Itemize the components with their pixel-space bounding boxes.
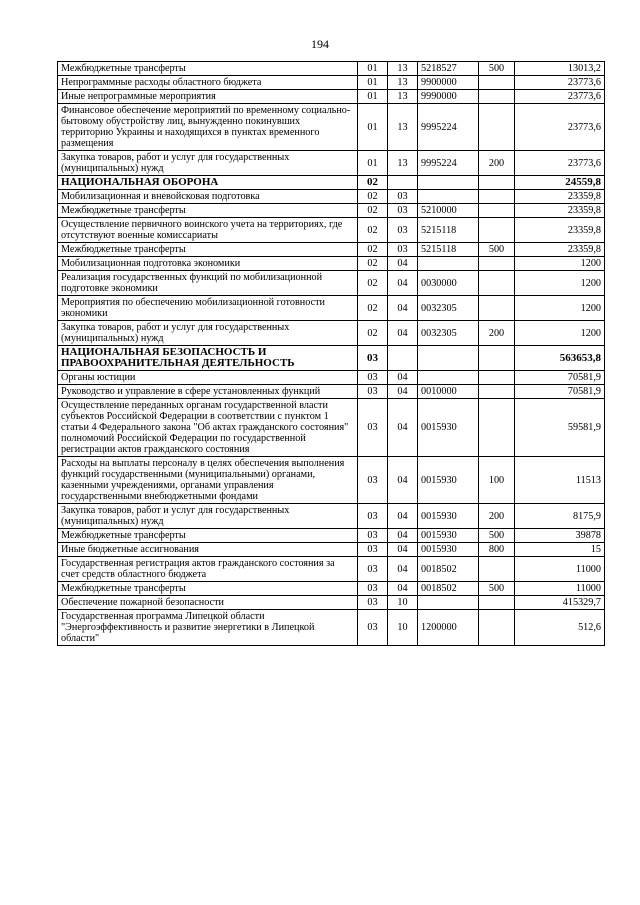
table-row — [58, 176, 605, 190]
section-code-cell: 03 — [358, 399, 388, 457]
amount-cell: 1200 — [515, 271, 605, 296]
amount-cell: 11513 — [515, 457, 605, 504]
subsection-code-cell: 13 — [388, 90, 418, 104]
section-code-cell: 01 — [358, 151, 388, 176]
section-code-cell: 03 — [358, 557, 388, 582]
amount-cell: 23359,8 — [515, 204, 605, 218]
subsection-code-cell: 03 — [388, 204, 418, 218]
section-code-cell: 03 — [358, 504, 388, 529]
expense-type-code-cell: 200 — [479, 151, 515, 176]
subsection-code-cell: 04 — [388, 385, 418, 399]
expense-name-cell: Расходы на выплаты персоналу в целях обеспечения выполнения функций государственными (муниципальными) органами, казенными учреждениями, органами управления государственными внебюджетными фондами — [58, 457, 358, 504]
amount-cell: 23773,6 — [515, 90, 605, 104]
amount-cell: 39878 — [515, 529, 605, 543]
target-article-code-cell: 0015930 — [418, 529, 479, 543]
section-code-cell: 02 — [358, 321, 388, 346]
subsection-code-cell — [388, 176, 418, 190]
target-article-code-cell: 0015930 — [418, 504, 479, 529]
expense-name-cell: Обеспечение пожарной безопасности — [58, 596, 358, 610]
expense-type-code-cell — [479, 596, 515, 610]
section-code-cell: 02 — [358, 218, 388, 243]
section-code-cell: 02 — [358, 190, 388, 204]
expense-name-cell: Мероприятия по обеспечению мобилизационной готовности экономики — [58, 296, 358, 321]
target-article-code-cell: 9995224 — [418, 104, 479, 151]
amount-cell: 70581,9 — [515, 385, 605, 399]
expense-name-cell: Мобилизационная и вневойсковая подготовка — [58, 190, 358, 204]
target-article-code-cell: 9995224 — [418, 151, 479, 176]
amount-cell: 512,6 — [515, 610, 605, 646]
subsection-code-cell: 04 — [388, 321, 418, 346]
expense-type-code-cell — [479, 104, 515, 151]
expense-name-cell: Иные непрограммные мероприятия — [58, 90, 358, 104]
table-row — [58, 296, 605, 321]
target-article-code-cell: 0015930 — [418, 543, 479, 557]
table-row — [58, 204, 605, 218]
section-code-cell: 03 — [358, 529, 388, 543]
section-code-cell: 01 — [358, 76, 388, 90]
expense-name-cell: Межбюджетные трансферты — [58, 582, 358, 596]
amount-cell: 563653,8 — [515, 346, 605, 371]
target-article-code-cell: 5218527 — [418, 62, 479, 76]
table-row — [58, 385, 605, 399]
expense-type-code-cell — [479, 385, 515, 399]
table-row — [58, 596, 605, 610]
target-article-code-cell: 5215118 — [418, 243, 479, 257]
section-code-cell: 03 — [358, 543, 388, 557]
expense-name-cell: НАЦИОНАЛЬНАЯ БЕЗОПАСНОСТЬ И ПРАВООХРАНИТЕЛЬНАЯ ДЕЯТЕЛЬНОСТЬ — [58, 346, 358, 371]
amount-cell: 23773,6 — [515, 104, 605, 151]
subsection-code-cell: 10 — [388, 596, 418, 610]
table-row — [58, 399, 605, 457]
subsection-code-cell: 13 — [388, 62, 418, 76]
section-code-cell: 03 — [358, 596, 388, 610]
expense-type-code-cell: 100 — [479, 457, 515, 504]
expense-name-cell: Межбюджетные трансферты — [58, 529, 358, 543]
amount-cell: 23359,8 — [515, 218, 605, 243]
amount-cell: 1200 — [515, 296, 605, 321]
expense-name-cell: Закупка товаров, работ и услуг для государственных (муниципальных) нужд — [58, 504, 358, 529]
amount-cell: 415329,7 — [515, 596, 605, 610]
expense-type-code-cell: 200 — [479, 321, 515, 346]
amount-cell: 23773,6 — [515, 151, 605, 176]
section-code-cell: 03 — [358, 610, 388, 646]
table-row — [58, 243, 605, 257]
amount-cell: 11000 — [515, 557, 605, 582]
subsection-code-cell: 03 — [388, 218, 418, 243]
expense-type-code-cell — [479, 218, 515, 243]
target-article-code-cell: 9990000 — [418, 90, 479, 104]
table-row — [58, 62, 605, 76]
expense-type-code-cell — [479, 371, 515, 385]
amount-cell: 1200 — [515, 257, 605, 271]
subsection-code-cell: 04 — [388, 399, 418, 457]
section-code-cell: 02 — [358, 296, 388, 321]
section-code-cell: 03 — [358, 346, 388, 371]
target-article-code-cell: 0018502 — [418, 557, 479, 582]
subsection-code-cell: 10 — [388, 610, 418, 646]
subsection-code-cell: 04 — [388, 296, 418, 321]
expense-name-cell: Финансовое обеспечение мероприятий по временному социально-бытовому обустройству лиц, вынужденно покинувших территорию Украины и находящихся в пунктах временного размещения — [58, 104, 358, 151]
expense-type-code-cell — [479, 610, 515, 646]
page-number: 194 — [311, 37, 329, 51]
amount-cell: 23359,8 — [515, 190, 605, 204]
target-article-code-cell: 0015930 — [418, 457, 479, 504]
section-code-cell: 02 — [358, 176, 388, 190]
subsection-code-cell: 13 — [388, 151, 418, 176]
table-row — [58, 504, 605, 529]
subsection-code-cell: 04 — [388, 582, 418, 596]
subsection-code-cell: 03 — [388, 243, 418, 257]
section-code-cell: 01 — [358, 90, 388, 104]
expense-type-code-cell — [479, 257, 515, 271]
expense-type-code-cell: 500 — [479, 582, 515, 596]
expense-type-code-cell — [479, 176, 515, 190]
section-code-cell: 03 — [358, 582, 388, 596]
expense-name-cell: Межбюджетные трансферты — [58, 62, 358, 76]
expense-name-cell: Мобилизационная подготовка экономики — [58, 257, 358, 271]
section-code-cell: 01 — [358, 104, 388, 151]
subsection-code-cell: 04 — [388, 529, 418, 543]
table-row — [58, 543, 605, 557]
expense-type-code-cell — [479, 76, 515, 90]
budget-table — [57, 61, 605, 646]
expense-name-cell: Непрограммные расходы областного бюджета — [58, 76, 358, 90]
subsection-code-cell: 04 — [388, 504, 418, 529]
table-row — [58, 346, 605, 371]
table-row — [58, 151, 605, 176]
subsection-code-cell: 13 — [388, 104, 418, 151]
subsection-code-cell: 04 — [388, 557, 418, 582]
expense-name-cell: Иные бюджетные ассигнования — [58, 543, 358, 557]
amount-cell: 15 — [515, 543, 605, 557]
budget-table-body — [58, 62, 605, 646]
amount-cell: 59581,9 — [515, 399, 605, 457]
expense-name-cell: НАЦИОНАЛЬНАЯ ОБОРОНА — [58, 176, 358, 190]
subsection-code-cell: 04 — [388, 543, 418, 557]
section-code-cell: 01 — [358, 62, 388, 76]
expense-name-cell: Межбюджетные трансферты — [58, 204, 358, 218]
amount-cell: 23773,6 — [515, 76, 605, 90]
table-row — [58, 610, 605, 646]
amount-cell: 24559,8 — [515, 176, 605, 190]
target-article-code-cell — [418, 371, 479, 385]
subsection-code-cell: 04 — [388, 371, 418, 385]
amount-cell: 11000 — [515, 582, 605, 596]
table-row — [58, 76, 605, 90]
section-code-cell: 03 — [358, 371, 388, 385]
target-article-code-cell: 0032305 — [418, 296, 479, 321]
expense-type-code-cell: 500 — [479, 243, 515, 257]
table-row — [58, 557, 605, 582]
expense-type-code-cell: 500 — [479, 62, 515, 76]
expense-type-code-cell — [479, 296, 515, 321]
expense-type-code-cell — [479, 90, 515, 104]
table-row — [58, 582, 605, 596]
expense-type-code-cell: 500 — [479, 529, 515, 543]
target-article-code-cell — [418, 176, 479, 190]
target-article-code-cell — [418, 190, 479, 204]
table-row — [58, 457, 605, 504]
target-article-code-cell: 0018502 — [418, 582, 479, 596]
table-row — [58, 271, 605, 296]
expense-name-cell: Органы юстиции — [58, 371, 358, 385]
section-code-cell: 02 — [358, 204, 388, 218]
table-row — [58, 190, 605, 204]
expense-type-code-cell — [479, 557, 515, 582]
subsection-code-cell: 04 — [388, 271, 418, 296]
target-article-code-cell — [418, 596, 479, 610]
expense-name-cell: Реализация государственных функций по мобилизационной подготовке экономики — [58, 271, 358, 296]
target-article-code-cell: 0010000 — [418, 385, 479, 399]
table-row — [58, 218, 605, 243]
target-article-code-cell: 0015930 — [418, 399, 479, 457]
section-code-cell: 03 — [358, 385, 388, 399]
target-article-code-cell — [418, 346, 479, 371]
target-article-code-cell: 5210000 — [418, 204, 479, 218]
table-row — [58, 529, 605, 543]
subsection-code-cell: 03 — [388, 190, 418, 204]
subsection-code-cell: 13 — [388, 76, 418, 90]
amount-cell: 1200 — [515, 321, 605, 346]
table-row — [58, 371, 605, 385]
expense-name-cell: Осуществление переданных органам государственной власти субъектов Российской Федерации в соответствии с пунктом 1 статьи 4 Федерального закона "Об актах гражданского состояния" полномочий Российской Федерации по государственной регистрации актов гражданского состояния — [58, 399, 358, 457]
section-code-cell: 02 — [358, 271, 388, 296]
amount-cell: 23359,8 — [515, 243, 605, 257]
amount-cell: 8175,9 — [515, 504, 605, 529]
target-article-code-cell: 0030000 — [418, 271, 479, 296]
target-article-code-cell: 1200000 — [418, 610, 479, 646]
table-row — [58, 90, 605, 104]
expense-type-code-cell — [479, 346, 515, 371]
section-code-cell: 02 — [358, 257, 388, 271]
subsection-code-cell — [388, 346, 418, 371]
table-row — [58, 321, 605, 346]
expense-type-code-cell — [479, 190, 515, 204]
expense-name-cell: Государственная регистрация актов гражданского состояния за счет средств областного бюджета — [58, 557, 358, 582]
expense-type-code-cell: 800 — [479, 543, 515, 557]
amount-cell: 70581,9 — [515, 371, 605, 385]
expense-type-code-cell — [479, 204, 515, 218]
subsection-code-cell: 04 — [388, 457, 418, 504]
expense-type-code-cell — [479, 399, 515, 457]
expense-name-cell: Руководство и управление в сфере установленных функций — [58, 385, 358, 399]
target-article-code-cell: 5215118 — [418, 218, 479, 243]
target-article-code-cell: 0032305 — [418, 321, 479, 346]
expense-type-code-cell: 200 — [479, 504, 515, 529]
subsection-code-cell: 04 — [388, 257, 418, 271]
expense-type-code-cell — [479, 271, 515, 296]
expense-name-cell: Закупка товаров, работ и услуг для государственных (муниципальных) нужд — [58, 151, 358, 176]
expense-name-cell: Межбюджетные трансферты — [58, 243, 358, 257]
target-article-code-cell — [418, 257, 479, 271]
table-row — [58, 257, 605, 271]
target-article-code-cell: 9900000 — [418, 76, 479, 90]
table-row — [58, 104, 605, 151]
section-code-cell: 02 — [358, 243, 388, 257]
expense-name-cell: Осуществление первичного воинского учета на территориях, где отсутствуют военные комиссариаты — [58, 218, 358, 243]
expense-name-cell: Закупка товаров, работ и услуг для государственных (муниципальных) нужд — [58, 321, 358, 346]
section-code-cell: 03 — [358, 457, 388, 504]
amount-cell: 13013,2 — [515, 62, 605, 76]
expense-name-cell: Государственная программа Липецкой области "Энергоэффективность и развитие энергетики в Липецкой области" — [58, 610, 358, 646]
